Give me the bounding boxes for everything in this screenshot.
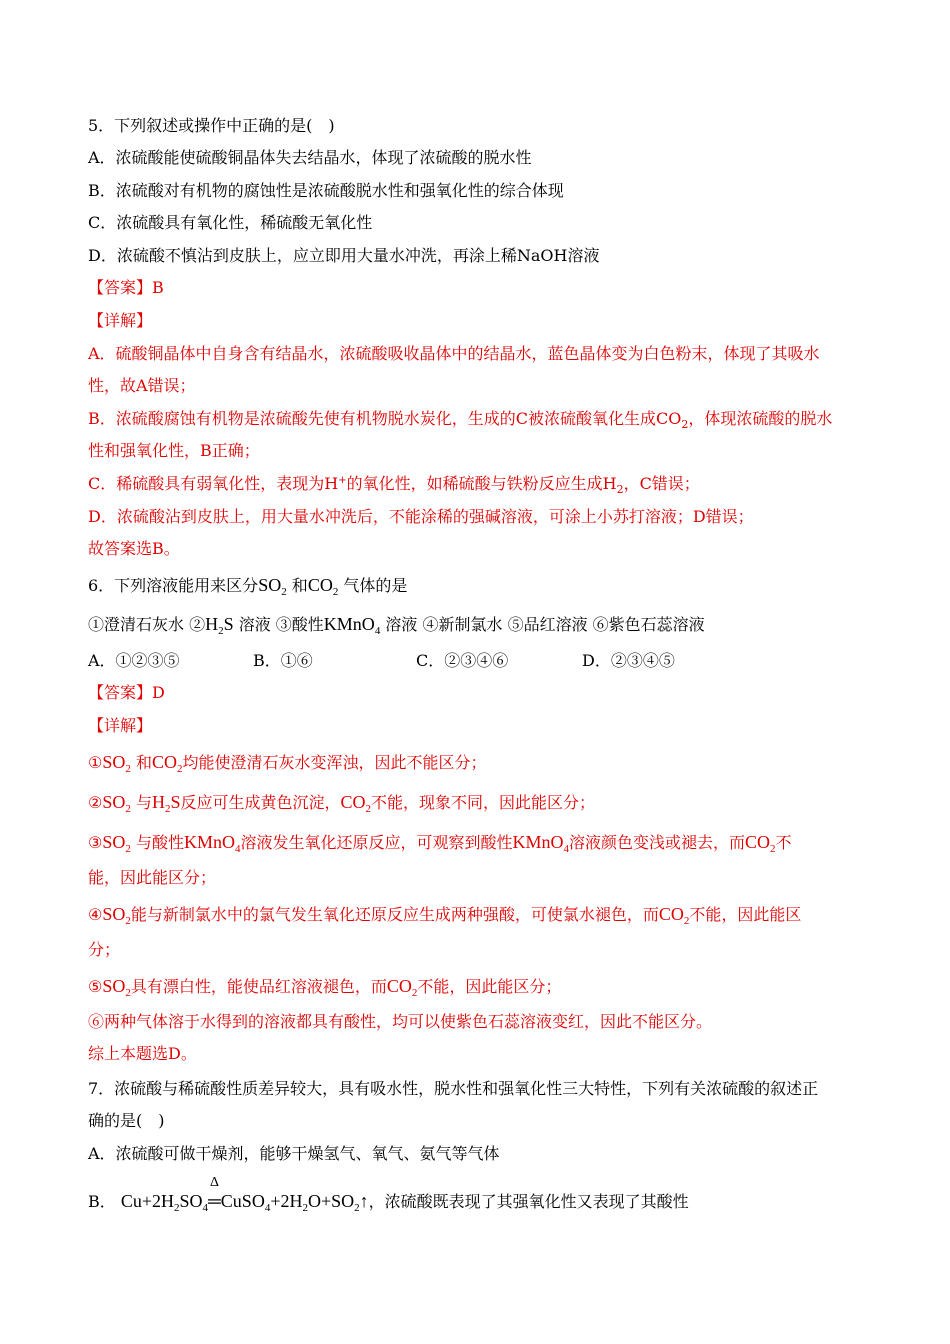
q6-detail-1: $①SO_2$ 和$CO_2$均能使澄清石灰水变浑浊，因此不能区分； (88, 752, 487, 775)
q5-detail-a-line1: A．硫酸铜晶体中自身含有结晶水，浓硫酸吸收晶体中的结晶水，蓝色晶体变为白色粉末，体现了其吸水 (88, 344, 820, 363)
q6-detail-6: ⑥两种气体溶于水得到的溶液都具有酸性，均可以使紫色石蕊溶液变红，因此不能区分。 (88, 1012, 713, 1031)
q6-conclusion: 综上本题选D。 (88, 1044, 197, 1063)
q5-option-c: C．浓硫酸具有氧化性，稀硫酸无氧化性 (88, 213, 373, 232)
q5-conclusion: 故答案选B。 (88, 539, 180, 558)
q6-detail-4-line2: 分； (88, 940, 121, 959)
q5-detail-b-line2: 性和强氧化性，B正确； (88, 441, 260, 460)
q6-detail-label: 【详解】 (88, 716, 153, 735)
q6-answer: 【答案】D (88, 683, 165, 702)
q5-stem: 5．下列叙述或操作中正确的是( ) (88, 116, 335, 135)
q5-option-d: D．浓硫酸不慎沾到皮肤上，应立即用大量水冲洗，再涂上稀NaOH溶液 (88, 246, 600, 265)
q5-detail-b-line1: B．浓硫酸腐蚀有机物是浓硫酸先使有机物脱水炭化，生成的C被浓硫酸氧化生成$CO_2$，体现浓硫酸的脱水 (88, 409, 833, 431)
q7-equation: $Cu+2H_2SO_4$ Δ $═CuSO_4+2H_2O+SO_2↑$ (120, 1175, 369, 1214)
q6-option-a: A．①②③⑤ (88, 651, 180, 670)
q6-option-c: C．②③④⑥ (416, 651, 509, 670)
q6-stem: 6．下列溶液能用来区分$SO_2$ 和$CO_2$ 气体的是 (88, 575, 408, 598)
q5-detail-c: C．稀硫酸具有弱氧化性，表现为H+的氧化性，如稀硫酸与铁粉反应生成$H_2$，C错误； (88, 474, 700, 496)
q6-option-d: D．②③④⑤ (582, 651, 675, 670)
q6-detail-5: $⑤SO_2$具有漂白性，能使品红溶液褪色，而$CO_2$不能，因此能区分； (88, 976, 562, 999)
q5-detail-d: D．浓硫酸沾到皮肤上，用大量水冲洗后，不能涂稀的强碱溶液，可涂上小苏打溶液；D错误； (88, 507, 754, 526)
q6-items: ①澄清石灰水 $②H_2S$ 溶液 ③酸性KMnO$_4$ 溶液 ④新制氯水 ⑤品红溶液 ⑥紫色石蕊溶液 (88, 614, 705, 637)
q6-detail-4-line1: $④SO_2$能与新制氯水中的氯气发生氧化还原反应生成两种强酸，可使氯水褪色，而$CO_2$不能，因此能区 (88, 904, 802, 927)
q6-detail-3-line2: 能，因此能区分； (88, 868, 217, 887)
q5-detail-a-line2: 性，故A错误； (88, 376, 196, 395)
q7-stem-line1: 7．浓硫酸与稀硫酸性质差异较大，具有吸水性，脱水性和强氧化性三大特性，下列有关浓硫酸的叙述正 (88, 1079, 819, 1098)
q5-option-b: B．浓硫酸对有机物的腐蚀性是浓硫酸脱水性和强氧化性的综合体现 (88, 181, 564, 200)
q6-detail-2: $②SO_2$ 与$H_2S$反应可生成黄色沉淀，$CO_2$不能，现象不同，因此能区分； (88, 792, 596, 815)
q7-option-a: A．浓硫酸可做干燥剂，能够干燥氢气、氧气、氨气等气体 (88, 1144, 500, 1163)
q5-detail-label: 【详解】 (88, 311, 153, 330)
q5-answer: 【答案】B (88, 278, 164, 297)
q7-stem-line2: 确的是( ) (88, 1111, 165, 1130)
q6-options (88, 650, 788, 672)
q6-option-b: B．①⑥ (253, 651, 313, 670)
q6-detail-3-line1: $③SO_2$ 与酸性KMnO$_4$溶液发生氧化还原反应，可观察到酸性KMnO$_4$溶液颜色变浅或褪去，而$CO_2$不 (88, 832, 792, 855)
q7-option-b: B． $Cu+2H_2SO_4$ Δ $═CuSO_4+2H_2O+SO_2↑$，浓硫酸既表现了其强氧化性又表现了其酸性 (88, 1175, 689, 1214)
q5-option-a: A．浓硫酸能使硫酸铜晶体失去结晶水，体现了浓硫酸的脱水性 (88, 148, 532, 167)
